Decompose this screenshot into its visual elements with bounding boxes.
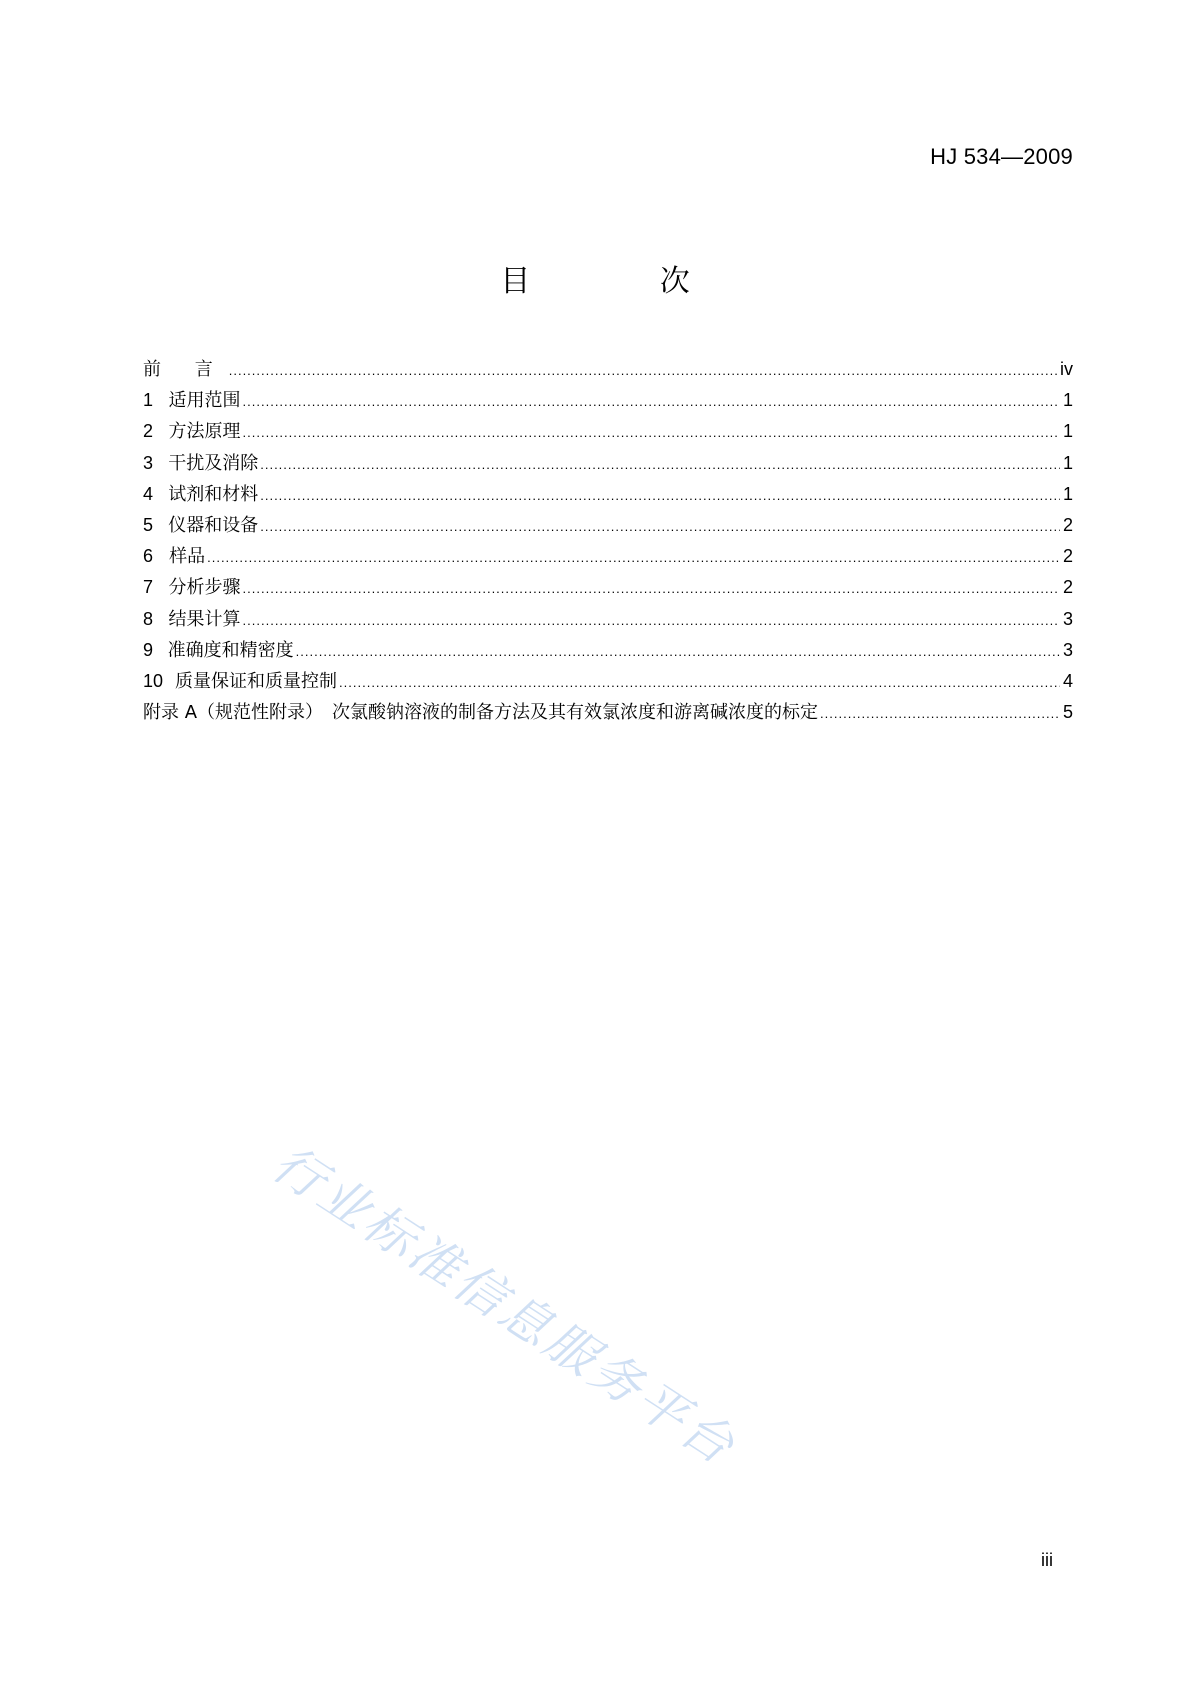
toc-entry[interactable] [143,605,1073,636]
toc-entry-page: 2 [1062,546,1073,567]
toc-entry-number: 5 [143,514,154,535]
toc-dot-leader [243,425,1060,440]
toc-title: 目 次 [500,264,750,299]
toc-entry-label: 分析步骤 [168,577,241,599]
toc-entry[interactable] [143,511,1073,542]
toc-entry-page: 3 [1062,639,1073,660]
toc-dot-leader [260,519,1060,534]
toc-entry-number: 8 [143,608,154,629]
toc-entry[interactable] [143,386,1073,417]
toc-entry-page: 1 [1062,421,1073,442]
toc-entry-label: 附录 A（规范性附录） 次氯酸钠溶液的制备方法及其有效氯浓度和游离碱浓度的标定 [143,702,819,724]
toc-dot-leader [260,488,1060,503]
toc-dot-leader [243,613,1060,628]
toc-entry-number: 4 [143,483,154,504]
toc-dot-leader [207,550,1060,565]
toc-entry-number: 1 [143,390,154,411]
toc-entry-page: 1 [1062,483,1073,504]
toc-entry-label: 结果计算 [168,608,241,630]
toc-entry-page: 2 [1062,577,1073,598]
toc-dot-leader [820,706,1060,721]
toc-dot-leader [243,581,1060,596]
toc-entry-page: 4 [1062,670,1073,691]
toc-dot-leader [339,675,1060,690]
toc-entry-label: 前 言 [143,359,227,380]
toc-entry-number: 2 [143,421,154,442]
toc-entry-number: 10 [143,670,164,691]
toc-entry-page: iv [1060,359,1073,379]
toc-entry-number: 3 [143,452,154,473]
toc-entry-page: 2 [1062,514,1073,535]
toc-entry-label: 干扰及消除 [168,452,259,474]
toc-entry-page: 5 [1062,702,1073,723]
toc-entry-number: 6 [143,546,154,567]
toc-entry[interactable] [143,355,1073,386]
watermark: 行业标准信息服务平台 [262,1134,747,1477]
toc-entry-number: 9 [143,639,154,660]
toc-entry-number: 7 [143,577,154,598]
page-number: iii [1041,1550,1053,1570]
toc-entry-page: 1 [1062,452,1073,473]
toc-entry[interactable] [143,573,1073,604]
toc-entry-label: 样品 [169,546,206,568]
toc-entry-label: 方法原理 [168,421,241,443]
toc-dot-leader [296,644,1060,659]
toc-entry[interactable] [143,667,1073,698]
toc-entry-label: 准确度和精密度 [167,639,294,661]
toc-entry-page: 1 [1062,390,1073,411]
toc-entry[interactable] [143,417,1073,448]
toc-entry[interactable] [143,542,1073,573]
toc-entry-label: 适用范围 [168,390,241,412]
toc-entry[interactable] [143,480,1073,511]
toc-entry-label: 仪器和设备 [168,514,259,536]
toc-entry[interactable] [143,449,1073,480]
toc-entry-label: 质量保证和质量控制 [175,670,338,692]
toc-entry[interactable] [143,698,1073,729]
toc-entry-label: 试剂和材料 [168,483,259,505]
toc-entry-page: 3 [1062,608,1073,629]
toc-dot-leader [243,394,1060,409]
toc-entry[interactable] [143,636,1073,667]
toc-dot-leader [260,457,1060,472]
toc-dot-leader [229,363,1057,378]
document-code: HJ 534—2009 [930,144,1073,169]
table-of-contents [143,355,1073,729]
